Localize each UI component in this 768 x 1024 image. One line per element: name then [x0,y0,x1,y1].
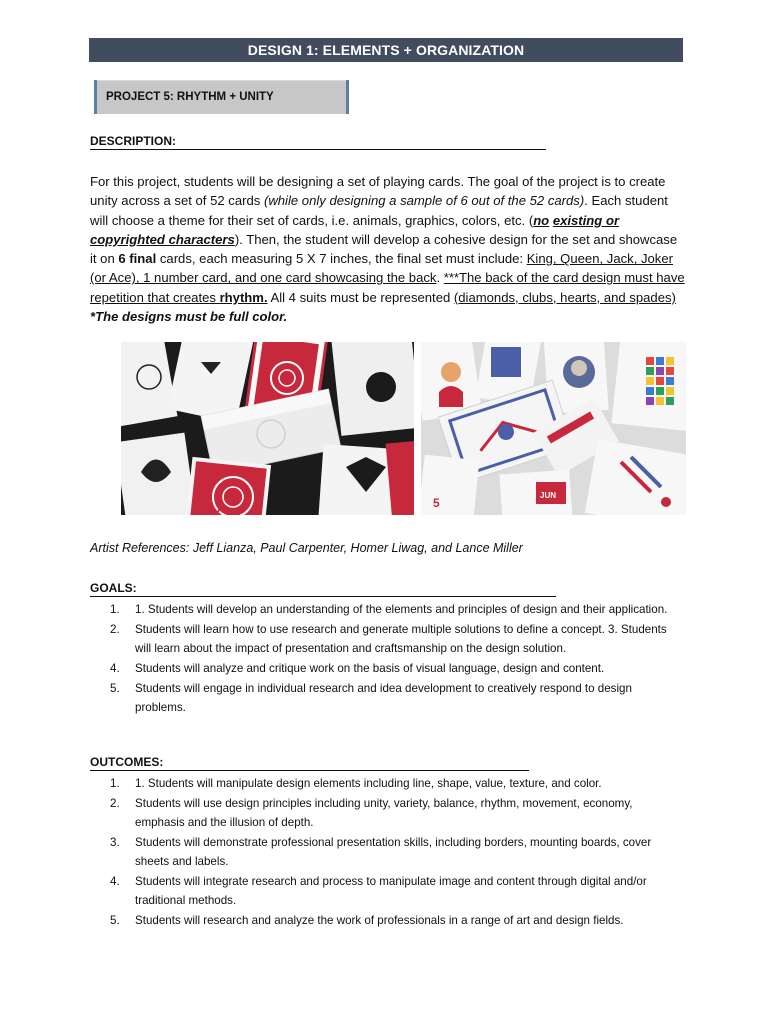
desc-p1: For this project, students will be designing a set of playing cards. The goal of the project is to create unity across a set of 52 cards [90,174,666,209]
list-item [110,911,680,930]
page-title: DESIGN 1: ELEMENTS + ORGANIZATION [89,38,683,62]
goals-heading [90,581,556,597]
outcomes-list [110,774,680,931]
playing-cards-photo-left [121,342,414,515]
list-text: Students will analyze and critique work on the basis of visual language, design and content. [135,662,605,675]
list-number: 5. [110,914,120,927]
goals-heading-text: GOALS: [90,581,137,595]
desc-6-final: 6 final [118,251,157,267]
list-number: 2. [110,797,120,810]
list-number: 3. [110,836,120,849]
goals-list [110,600,680,718]
desc-rhythm: rhythm. [219,289,268,305]
desc-existing: existing or copyrighted characters [90,212,620,247]
list-item [110,774,680,793]
list-text: 1. Students will develop an understanding of the elements and principles of design and their application. [135,603,668,616]
desc-p1-italic: (while only designing a sample of 6 out of the 52 cards) [263,193,585,209]
desc-p6: All 4 suits must be represented [267,289,454,305]
list-text: Students will research and analyze the work of professionals in a range of art and design fields. [135,914,624,927]
list-text: Students will learn how to use research and generate multiple solutions to define a concept. 3. Students will learn about the impact of presentation and craftsmanship on the design solution. [135,623,667,655]
list-item [110,620,680,658]
description-paragraph [90,172,686,326]
desc-p4: cards, each measuring 5 X 7 inches, the final set must include: [156,251,527,267]
list-text: Students will use design principles including unity, variety, balance, rhythm, movement, economy, emphasis and the illusion of depth. [135,797,633,829]
list-number: 1. [110,603,120,616]
list-number: 4. [110,662,120,675]
reference-photo-right [421,342,686,515]
desc-back-note: ***The back of the card design must have repetition that creates [90,270,685,305]
list-text: Students will demonstrate professional presentation skills, including borders, mounting boards, cover sheets and labels. [135,836,652,868]
list-item [110,833,680,871]
list-number: 4. [110,875,120,888]
artist-references: Artist References: Jeff Lianza, Paul Carpenter, Homer Liwag, and Lance Miller [90,541,523,555]
list-item [110,600,680,619]
reference-photo-left [121,342,414,515]
list-item [110,872,680,910]
list-text: 1. Students will manipulate design elements including line, shape, value, texture, and color. [135,777,602,790]
desc-card-list: King, Queen, Jack, Joker (or Ace), 1 number card, and one card showcasing the back [90,251,673,286]
list-item [110,679,680,717]
playing-cards-photo-right [421,342,686,515]
list-number: 1. [110,777,120,790]
description-heading [90,134,546,150]
outcomes-heading-text: OUTCOMES: [90,755,164,769]
desc-p3: ). Then, the student will develop a cohesive design for the set and showcase it on [90,231,678,267]
jun-label: JUN [540,491,557,500]
list-text: Students will engage in individual research and idea development to creatively respond to design problems. [135,682,632,714]
list-number: 2. [110,623,120,636]
project-label: PROJECT 5: RHYTHM + UNITY [94,80,349,114]
desc-full-color: *The designs must be full color. [90,309,288,325]
outcomes-heading [90,755,529,771]
desc-suits: (diamonds, clubs, hearts, and spades) [453,289,676,305]
card-5-label: 5 [433,496,440,510]
description-heading-text: DESCRIPTION: [90,134,177,148]
list-item [110,659,680,678]
list-text: Students will integrate research and process to manipulate image and content through digital and/or traditional methods. [135,875,647,907]
list-number: 5. [110,682,120,695]
desc-p2: . Each student will choose a theme for their set of cards, i.e. animals, graphics, colors, etc. ( [90,193,668,228]
list-item [110,794,680,832]
desc-no: no [533,212,550,228]
desc-p5: . [436,270,444,286]
card-a-label: A [217,501,226,515]
pixel-pattern [646,357,674,405]
